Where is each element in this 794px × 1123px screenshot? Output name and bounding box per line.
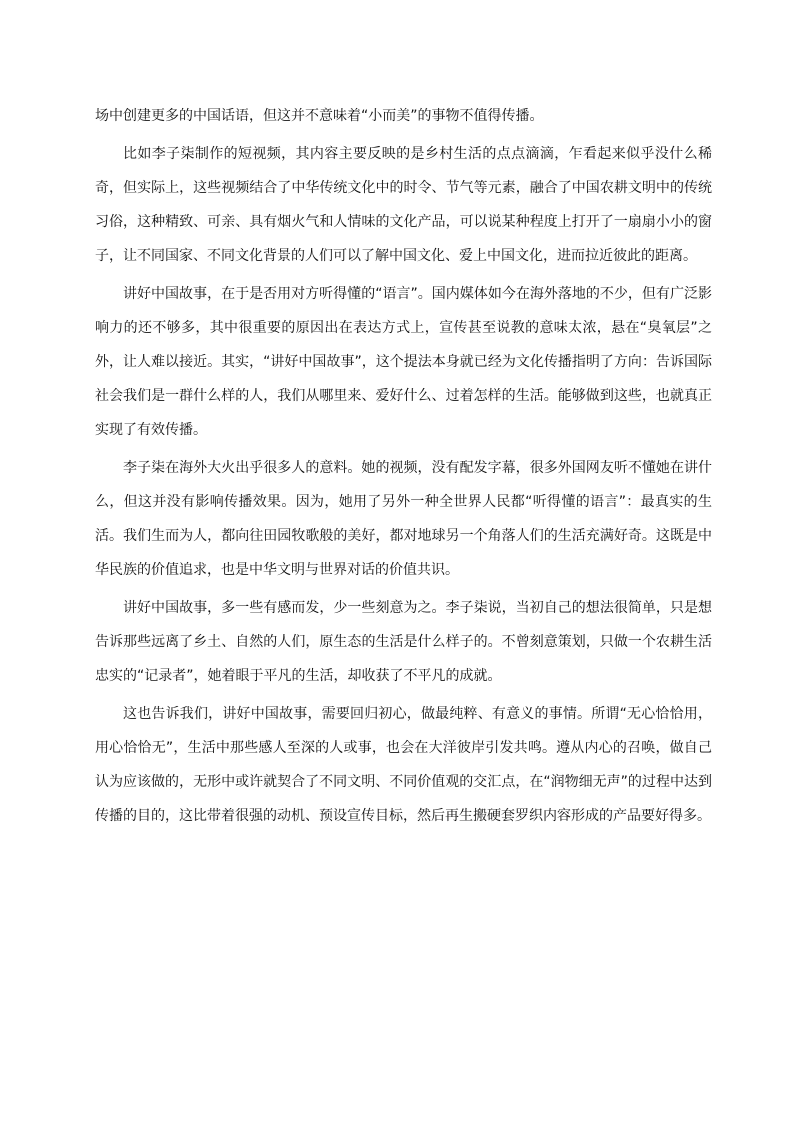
paragraph: 比如李子柒制作的短视频，其内容主要反映的是乡村生活的点点滴滴，乍看起来似乎没什么稀奇，但实际上，这些视频结合了中华传统文化中的时令、节气等元素，融合了中国农耕文明中的传统习俗，这种精致、可亲、具有烟火气和人情味的文化产品，可以说某种程度上打开了一扇扇小小的窗子，让不同国家、不同文化背景的人们可以了解中国文化、爱上中国文化，进而拉近彼此的距离。: [95, 146, 712, 264]
paragraph: 场中创建更多的中国话语，但这并不意味着“小而美”的事物不值得传播。: [95, 108, 544, 124]
paragraph: 这也告诉我们，讲好中国故事，需要回归初心，做最纯粹、有意义的事情。所谓“无心恰恰用，用心恰恰无”，生活中那些感人至深的人或事，也会在大洋彼岸引发共鸣。遵从内心的召唤，做自己认为应该做的，无形中或许就契合了不同文明、不同价值观的交汇点，在“润物细无声”的过程中达到传播的目的，这比带着很强的动机、预设宣传目标，然后再生搬硬套罗织内容形成的产品要好得多。: [95, 706, 712, 824]
document-page: [95, 99, 712, 837]
paragraph: 李子柒在海外大火出乎很多人的意料。她的视频，没有配发字幕，很多外国网友听不懂她在讲什么，但这并没有影响传播效果。因为，她用了另外一种全世界人民都“听得懂的语言”：最真实的生活。我们生而为人，都向往田园牧歌般的美好，都对地球另一个角落人们的生活充满好奇。这既是中华民族的价值追求，也是中华文明与世界对话的价值共识。: [95, 460, 712, 578]
paragraph: 讲好中国故事，多一些有感而发，少一些刻意为之。李子柒说，当初自己的想法很简单，只是想告诉那些远离了乡土、自然的人们，原生态的生活是什么样子的。不曾刻意策划，只做一个农耕生活忠实的“记录者”，她着眼于平凡的生活，却收获了不平凡的成就。: [95, 600, 712, 684]
paragraph: 讲好中国故事，在于是否用对方听得懂的“语言”。国内媒体如今在海外落地的不少，但有广泛影响力的还不够多，其中很重要的原因出在表达方式上，宣传甚至说教的意味太浓，悬在“臭氧层”之外，让人难以接近。其实，“讲好中国故事”，这个提法本身就已经为文化传播指明了方向：告诉国际社会我们是一群什么样的人，我们从哪里来、爱好什么、过着怎样的生活。能够做到这些，也就真正实现了有效传播。: [95, 286, 712, 438]
